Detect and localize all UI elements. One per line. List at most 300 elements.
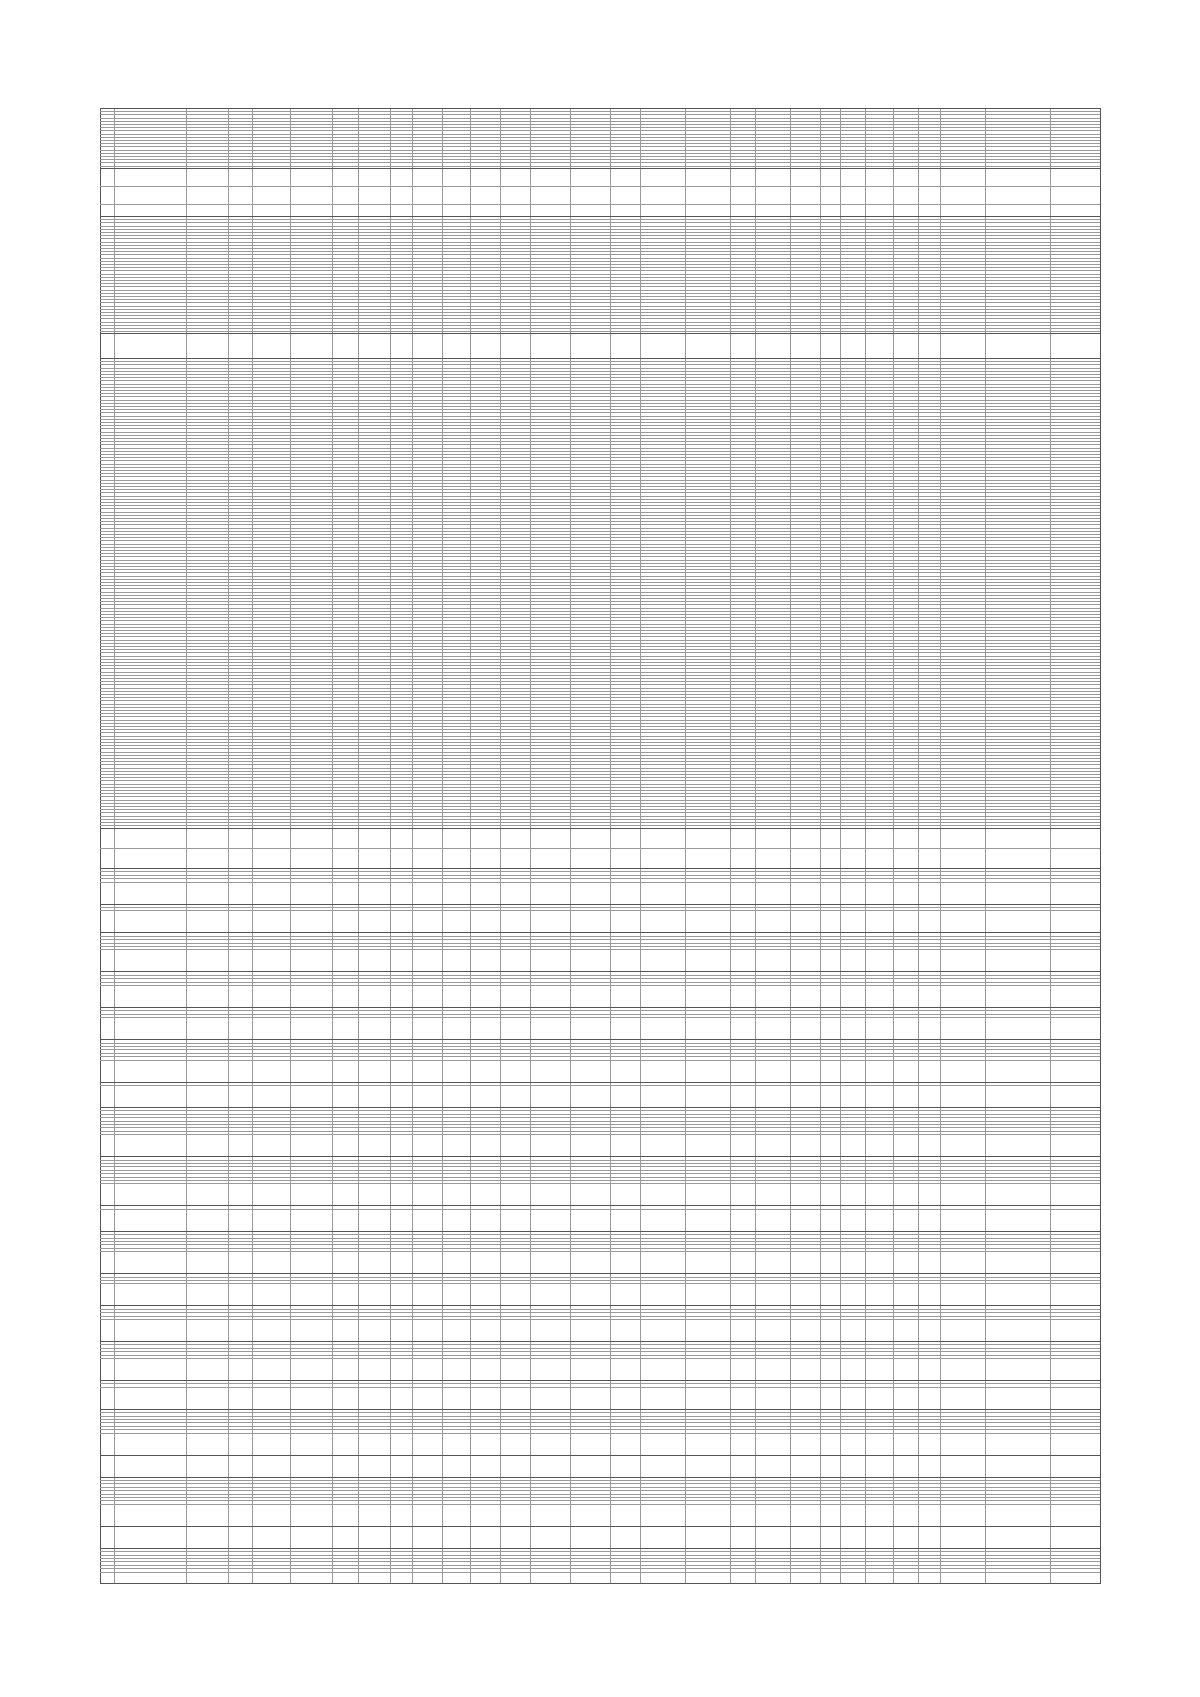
- table-row-line: [100, 258, 1100, 259]
- table-row-line: [100, 868, 1100, 869]
- table-row-line: [100, 1358, 1100, 1359]
- table-row-line: [100, 186, 1100, 187]
- table-row-line: [100, 1419, 1100, 1420]
- table-row-line: [100, 1280, 1100, 1281]
- table-row-line: [100, 761, 1100, 762]
- table-row-line: [100, 422, 1100, 423]
- table-row-line: [100, 1163, 1100, 1164]
- table-row-line: [100, 1117, 1100, 1118]
- table-row-line: [100, 777, 1100, 778]
- table-row-line: [100, 537, 1100, 538]
- table-row-line: [100, 512, 1100, 513]
- table-row-line: [100, 130, 1100, 131]
- table-row-line: [100, 251, 1100, 252]
- table-row-line: [100, 108, 1100, 109]
- table-row-line: [100, 882, 1100, 883]
- table-row-line: [100, 643, 1100, 644]
- table-row-line: [100, 1085, 1100, 1086]
- table-row-line: [100, 569, 1100, 570]
- table-row-line: [100, 1348, 1100, 1349]
- column-divider: [358, 108, 359, 1584]
- table-row-line: [100, 975, 1100, 976]
- table-row-line: [100, 723, 1100, 724]
- column-divider: [442, 108, 443, 1584]
- table-row-line: [100, 286, 1100, 287]
- table-row-line: [100, 460, 1100, 461]
- table-row-line: [100, 505, 1100, 506]
- table-row-line: [100, 368, 1100, 369]
- table-row-line: [100, 1558, 1100, 1559]
- table-row-line: [100, 878, 1100, 879]
- table-row-line: [100, 419, 1100, 420]
- table-row-line: [100, 585, 1100, 586]
- table-row-line: [100, 1355, 1100, 1356]
- table-row-line: [100, 333, 1100, 334]
- column-divider: [470, 108, 471, 1584]
- table-row-line: [100, 306, 1100, 307]
- table-row-line: [100, 624, 1100, 625]
- table-row-line: [100, 1344, 1100, 1345]
- table-row-line: [100, 425, 1100, 426]
- column-divider: [940, 108, 941, 1584]
- table-row-line: [100, 978, 1100, 979]
- table-row-line: [100, 608, 1100, 609]
- table-row-line: [100, 299, 1100, 300]
- table-row-line: [100, 283, 1100, 284]
- table-row-line: [100, 358, 1100, 359]
- table-row-line: [100, 528, 1100, 529]
- table-row-line: [100, 134, 1100, 135]
- table-row-line: [100, 800, 1100, 801]
- table-row-line: [100, 614, 1100, 615]
- table-row-line: [100, 403, 1100, 404]
- table-row-line: [100, 688, 1100, 689]
- table-row-line: [100, 489, 1100, 490]
- table-row-line: [100, 825, 1100, 826]
- table-row-line: [100, 524, 1100, 525]
- table-row-line: [100, 1114, 1100, 1115]
- table-row-line: [100, 1127, 1100, 1128]
- table-row-line: [100, 617, 1100, 618]
- column-divider: [570, 108, 571, 1584]
- table-row-line: [100, 678, 1100, 679]
- table-row-line: [100, 1504, 1100, 1505]
- table-row-line: [100, 1312, 1100, 1313]
- table-row-line: [100, 1060, 1100, 1061]
- table-row-line: [100, 1082, 1100, 1083]
- table-row-line: [100, 595, 1100, 596]
- column-divider: [985, 108, 986, 1584]
- table-row-line: [100, 720, 1100, 721]
- table-row-line: [100, 396, 1100, 397]
- table-row-line: [100, 143, 1100, 144]
- table-row-line: [100, 534, 1100, 535]
- table-row-line: [100, 483, 1100, 484]
- table-row-line: [100, 579, 1100, 580]
- spreadsheet-table: [100, 108, 1100, 1584]
- table-row-line: [100, 219, 1100, 220]
- column-divider: [865, 108, 866, 1584]
- column-divider: [290, 108, 291, 1584]
- table-row-line: [100, 261, 1100, 262]
- table-row-line: [100, 238, 1100, 239]
- table-row-line: [100, 290, 1100, 291]
- table-row-line: [100, 1160, 1100, 1161]
- table-row-line: [100, 640, 1100, 641]
- column-divider: [790, 108, 791, 1584]
- table-row-line: [100, 985, 1100, 986]
- table-row-line: [100, 1426, 1100, 1427]
- table-row-line: [100, 758, 1100, 759]
- table-row-line: [100, 416, 1100, 417]
- column-divider: [332, 108, 333, 1584]
- table-row-line: [100, 159, 1100, 160]
- table-row-line: [100, 156, 1100, 157]
- table-row-line: [100, 806, 1100, 807]
- table-row-line: [100, 114, 1100, 115]
- table-row-line: [100, 1561, 1100, 1562]
- column-divider: [610, 108, 611, 1584]
- table-row-line: [100, 1131, 1100, 1132]
- table-row-line: [100, 153, 1100, 154]
- table-row-line: [100, 1387, 1100, 1388]
- table-row-line: [100, 1156, 1100, 1157]
- table-row-line: [100, 518, 1100, 519]
- table-row-line: [100, 764, 1100, 765]
- table-row-line: [100, 166, 1100, 167]
- table-row-line: [100, 457, 1100, 458]
- table-row-line: [100, 704, 1100, 705]
- column-divider: [820, 108, 821, 1584]
- table-row-line: [100, 729, 1100, 730]
- table-row-line: [100, 1565, 1100, 1566]
- table-row-line: [100, 499, 1100, 500]
- table-row-line: [100, 235, 1100, 236]
- table-row-line: [100, 254, 1100, 255]
- table-row-line: [100, 400, 1100, 401]
- column-divider: [1050, 108, 1051, 1584]
- table-row-line: [100, 1248, 1100, 1249]
- table-row-line: [100, 508, 1100, 509]
- table-row-line: [100, 1244, 1100, 1245]
- table-row-line: [100, 620, 1100, 621]
- table-row-line: [100, 1234, 1100, 1235]
- table-row-line: [100, 1173, 1100, 1174]
- table-row-line: [100, 137, 1100, 138]
- table-row-line: [100, 582, 1100, 583]
- table-row-line: [100, 390, 1100, 391]
- table-row-line: [100, 127, 1100, 128]
- table-row-line: [100, 168, 1100, 169]
- table-row-line: [100, 697, 1100, 698]
- table-row-line: [100, 809, 1100, 810]
- table-row-line: [100, 1273, 1100, 1274]
- table-row-line: [100, 124, 1100, 125]
- table-row-line: [100, 611, 1100, 612]
- table-row-line: [100, 1107, 1100, 1108]
- table-row-line: [100, 1241, 1100, 1242]
- table-row-line: [100, 652, 1100, 653]
- table-row-line: [100, 588, 1100, 589]
- table-row-line: [100, 971, 1100, 972]
- table-row-line: [100, 229, 1100, 230]
- column-divider: [1100, 108, 1101, 1584]
- table-row-line: [100, 274, 1100, 275]
- table-row-line: [100, 946, 1100, 947]
- table-row-line: [100, 1238, 1100, 1239]
- table-row-line: [100, 1487, 1100, 1488]
- column-divider: [412, 108, 413, 1584]
- table-row-line: [100, 1205, 1100, 1206]
- table-row-line: [100, 716, 1100, 717]
- column-divider: [186, 108, 187, 1584]
- table-row-line: [100, 563, 1100, 564]
- table-row-line: [100, 521, 1100, 522]
- table-row-line: [100, 932, 1100, 933]
- table-row-line: [100, 1049, 1100, 1050]
- table-row-line: [100, 904, 1100, 905]
- table-row-line: [100, 118, 1100, 119]
- table-row-line: [100, 739, 1100, 740]
- column-divider: [918, 108, 919, 1584]
- table-row-line: [100, 1180, 1100, 1181]
- table-row-line: [100, 364, 1100, 365]
- table-row-line: [100, 1231, 1100, 1232]
- table-row-line: [100, 428, 1100, 429]
- column-divider: [840, 108, 841, 1584]
- table-row-line: [100, 322, 1100, 323]
- table-row-line: [100, 572, 1100, 573]
- table-row-line: [100, 328, 1100, 329]
- table-row-line: [100, 1480, 1100, 1481]
- table-row-line: [100, 871, 1100, 872]
- table-row-line: [100, 576, 1100, 577]
- table-row-line: [100, 409, 1100, 410]
- table-row-line: [100, 556, 1100, 557]
- table-row-line: [100, 480, 1100, 481]
- table-row-line: [100, 780, 1100, 781]
- table-row-line: [100, 384, 1100, 385]
- table-row-line: [100, 784, 1100, 785]
- column-divider: [755, 108, 756, 1584]
- table-row-line: [100, 121, 1100, 122]
- table-row-line: [100, 550, 1100, 551]
- table-row-line: [100, 803, 1100, 804]
- table-row-line: [100, 438, 1100, 439]
- table-row-line: [100, 222, 1100, 223]
- table-row-line: [100, 111, 1100, 112]
- table-row-line: [100, 1046, 1100, 1047]
- column-divider: [685, 108, 686, 1584]
- table-row-line: [100, 515, 1100, 516]
- column-divider: [390, 108, 391, 1584]
- table-row-line: [100, 771, 1100, 772]
- table-row-line: [100, 627, 1100, 628]
- table-row-line: [100, 242, 1100, 243]
- table-row-line: [100, 547, 1100, 548]
- table-row-line: [100, 1124, 1100, 1125]
- table-row-line: [100, 707, 1100, 708]
- table-row-line: [100, 1316, 1100, 1317]
- table-row-line: [100, 1043, 1100, 1044]
- table-row-line: [100, 1380, 1100, 1381]
- table-row-line: [100, 710, 1100, 711]
- table-row-line: [100, 745, 1100, 746]
- table-row-line: [100, 601, 1100, 602]
- column-divider: [500, 108, 501, 1584]
- table-row-line: [100, 444, 1100, 445]
- table-row-line: [100, 1490, 1100, 1491]
- table-row-line: [100, 649, 1100, 650]
- table-row-line: [100, 907, 1100, 908]
- table-row-line: [100, 492, 1100, 493]
- table-row-line: [100, 296, 1100, 297]
- table-row-line: [100, 713, 1100, 714]
- table-row-line: [100, 1551, 1100, 1552]
- table-row-line: [100, 280, 1100, 281]
- table-row-line: [100, 1526, 1100, 1527]
- table-row-line: [100, 1110, 1100, 1111]
- table-row-line: [100, 432, 1100, 433]
- table-row-line: [100, 1305, 1100, 1306]
- table-row-line: [100, 1500, 1100, 1501]
- table-row-line: [100, 848, 1100, 849]
- table-row-line: [100, 1429, 1100, 1430]
- table-row-line: [100, 694, 1100, 695]
- table-row-line: [100, 464, 1100, 465]
- table-row-line: [100, 361, 1100, 362]
- table-row-line: [100, 1583, 1100, 1584]
- table-row-line: [100, 245, 1100, 246]
- table-row-line: [100, 325, 1100, 326]
- table-row-line: [100, 1309, 1100, 1310]
- table-row-line: [100, 270, 1100, 271]
- table-row-line: [100, 726, 1100, 727]
- table-row-line: [100, 1416, 1100, 1417]
- table-row-line: [100, 700, 1100, 701]
- table-row-line: [100, 146, 1100, 147]
- table-row-line: [100, 1007, 1100, 1008]
- table-row-line: [100, 1277, 1100, 1278]
- table-row-line: [100, 1548, 1100, 1549]
- table-row-line: [100, 1014, 1100, 1015]
- table-row-line: [100, 819, 1100, 820]
- table-row-line: [100, 875, 1100, 876]
- table-row-line: [100, 812, 1100, 813]
- table-row-line: [100, 646, 1100, 647]
- table-row-line: [100, 684, 1100, 685]
- table-row-line: [100, 1497, 1100, 1498]
- table-row-line: [100, 496, 1100, 497]
- column-divider: [893, 108, 894, 1584]
- table-row-line: [100, 232, 1100, 233]
- table-row-line: [100, 1209, 1100, 1210]
- table-row-line: [100, 371, 1100, 372]
- table-row-line: [100, 1494, 1100, 1495]
- table-row-line: [100, 553, 1100, 554]
- table-row-line: [100, 451, 1100, 452]
- table-row-line: [100, 302, 1100, 303]
- table-row-line: [100, 448, 1100, 449]
- table-row-line: [100, 470, 1100, 471]
- table-row-line: [100, 748, 1100, 749]
- table-row-line: [100, 277, 1100, 278]
- column-divider: [640, 108, 641, 1584]
- table-row-line: [100, 672, 1100, 673]
- table-row-line: [100, 774, 1100, 775]
- table-row-line: [100, 293, 1100, 294]
- table-row-line: [100, 267, 1100, 268]
- table-row-line: [100, 1341, 1100, 1342]
- table-row-line: [100, 630, 1100, 631]
- table-row-line: [100, 732, 1100, 733]
- table-row-line: [100, 454, 1100, 455]
- table-row-line: [100, 1555, 1100, 1556]
- table-row-line: [100, 226, 1100, 227]
- table-row-line: [100, 936, 1100, 937]
- table-row-line: [100, 544, 1100, 545]
- table-row-line: [100, 1283, 1100, 1284]
- table-row-line: [100, 656, 1100, 657]
- table-row-line: [100, 675, 1100, 676]
- column-divider: [730, 108, 731, 1584]
- table-row-line: [100, 162, 1100, 163]
- table-row-line: [100, 1412, 1100, 1413]
- table-row-line: [100, 636, 1100, 637]
- column-divider: [100, 108, 101, 1584]
- table-row-line: [100, 592, 1100, 593]
- column-divider: [530, 108, 531, 1584]
- table-row-line: [100, 943, 1100, 944]
- table-row-line: [100, 560, 1100, 561]
- table-row-line: [100, 1134, 1100, 1135]
- table-row-line: [100, 822, 1100, 823]
- table-row-line: [100, 1483, 1100, 1484]
- table-row-line: [100, 312, 1100, 313]
- table-row-line: [100, 1010, 1100, 1011]
- table-row-line: [100, 1319, 1100, 1320]
- table-row-line: [100, 1166, 1100, 1167]
- table-row-line: [100, 309, 1100, 310]
- table-row-line: [100, 1455, 1100, 1456]
- table-row-line: [100, 1251, 1100, 1252]
- table-row-line: [100, 787, 1100, 788]
- table-row-line: [100, 1170, 1100, 1171]
- table-row-line: [100, 939, 1100, 940]
- table-row-line: [100, 318, 1100, 319]
- table-row-line: [100, 816, 1100, 817]
- table-row-line: [100, 665, 1100, 666]
- table-row-line: [100, 768, 1100, 769]
- table-row-line: [100, 502, 1100, 503]
- table-row-line: [100, 248, 1100, 249]
- table-row-line: [100, 374, 1100, 375]
- table-row-line: [100, 476, 1100, 477]
- table-row-line: [100, 659, 1100, 660]
- table-row-line: [100, 1572, 1100, 1573]
- column-divider: [114, 108, 115, 1584]
- table-row-line: [100, 540, 1100, 541]
- table-row-line: [100, 441, 1100, 442]
- table-row-line: [100, 486, 1100, 487]
- table-row-line: [100, 1351, 1100, 1352]
- table-row-line: [100, 790, 1100, 791]
- table-row-line: [100, 531, 1100, 532]
- table-row-line: [100, 1183, 1100, 1184]
- table-row-line: [100, 633, 1100, 634]
- table-row-line: [100, 681, 1100, 682]
- table-row-line: [100, 982, 1100, 983]
